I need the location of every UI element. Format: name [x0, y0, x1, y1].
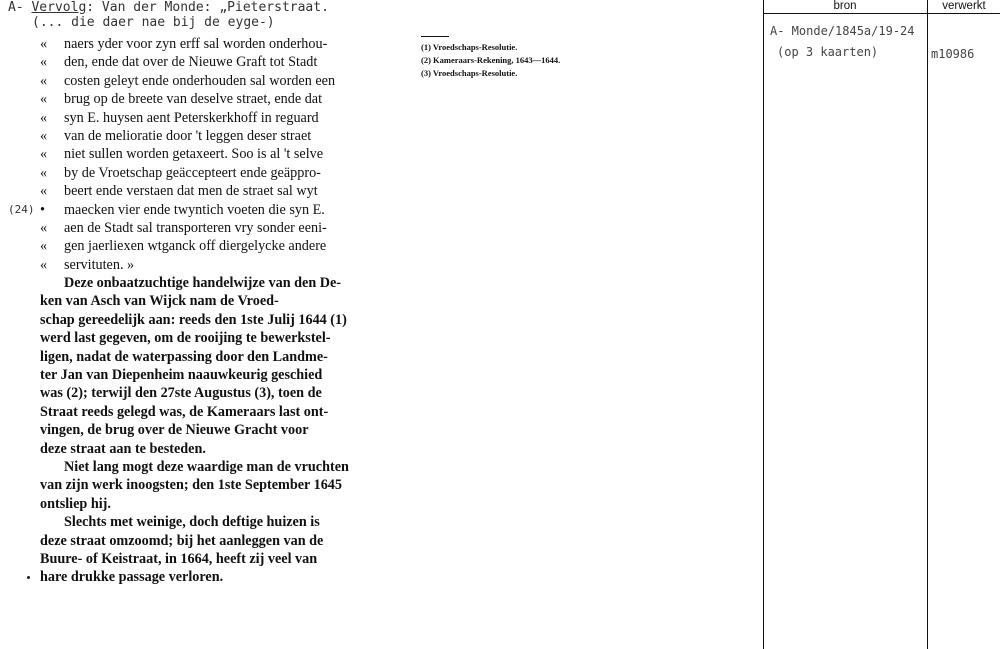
- quoted-passage: [8, 35, 370, 274]
- quoted-line-text: costen geleyt ende onderhouden sal worden een: [64, 72, 336, 89]
- margin-note: (24): [8, 202, 35, 216]
- paragraph-3: [40, 513, 370, 587]
- paragraph-line: deze straat aan te besteden.: [40, 440, 206, 457]
- stray-dot: [27, 576, 30, 579]
- quoted-line: [40, 90, 370, 108]
- paragraph-line: Deze onbaatzuchtige handelwijze van den De-: [64, 275, 342, 292]
- paragraph-line: ken van Asch van Wijck nam de Vroed-: [40, 293, 279, 310]
- quote-mark: «: [40, 127, 48, 144]
- quoted-line: [40, 127, 370, 145]
- quoted-line: [40, 182, 370, 200]
- quoted-line: [8, 201, 370, 219]
- panel-border-left: [763, 0, 764, 649]
- quoted-line-text: maecken vier ende twyntich voeten die syn E.: [64, 201, 325, 218]
- quoted-line: [40, 109, 370, 127]
- paragraph-line: Slechts met weinige, doch deftige huizen is: [64, 514, 320, 531]
- quoted-line-text: niet sullen worden getaxeert. Soo is al 't selve: [64, 146, 324, 163]
- paragraph-line: ontsliep hij.: [40, 495, 111, 512]
- header-rest: : Van der Monde: „Pieterstraat.: [86, 0, 329, 15]
- quoted-line: [40, 237, 370, 255]
- quoted-line: [40, 164, 370, 182]
- quote-mark: «: [40, 146, 48, 163]
- bron-reference: A- Monde/1845a/19-24: [770, 24, 915, 38]
- paragraph-line: vingen, de brug over de Nieuwe Gracht voor: [40, 422, 309, 439]
- paragraph-line: van zijn werk inoogsten; den 1ste September 1645: [40, 477, 342, 494]
- quoted-line: [40, 72, 370, 90]
- quote-mark: «: [40, 91, 48, 108]
- quoted-line-text: aen de Stadt sal transporteren vry sonder eeni-: [64, 219, 327, 236]
- quoted-line: [40, 145, 370, 163]
- quote-mark: «: [40, 36, 48, 52]
- quoted-line-text: servituten. »: [64, 256, 135, 273]
- paragraph-line: deze straat omzoomd; bij het aanleggen van de: [40, 532, 324, 549]
- paragraph-line: ter Jan van Diepenheim naauwkeurig geschied: [40, 367, 323, 384]
- quoted-line: [40, 219, 370, 237]
- quoted-line-text: naers yder voor zyn erff sal worden onderhou-: [64, 36, 328, 52]
- paragraph-line: hare drukke passage verloren.: [40, 569, 224, 586]
- quote-mark: «: [40, 238, 48, 255]
- verwerkt-code: m10986: [931, 47, 975, 61]
- paragraph-line: Niet lang mogt deze waardige man de vruchten: [64, 458, 349, 475]
- quote-mark: «: [40, 54, 48, 71]
- footnotes: [421, 36, 560, 80]
- quoted-line-text: by de Vroetschap geäccepteert ende geäppro-: [64, 164, 321, 181]
- paragraph-1: [40, 274, 370, 458]
- quoted-line-text: syn E. huysen aent Peterskerkhoff in reguard: [64, 109, 319, 126]
- quote-mark: «: [40, 256, 48, 273]
- quote-mark: «: [40, 219, 48, 236]
- quoted-line-text: gen jaerliexen wtganck off diergelycke andere: [64, 238, 327, 255]
- quoted-line: [40, 35, 370, 53]
- paragraph-line: werd last gegeven, om de rooijing te bewerkstel-: [40, 330, 331, 347]
- paragraph-line: was (2); terwijl den 27ste Augustus (3), toen de: [40, 385, 322, 402]
- quoted-line: [40, 256, 370, 274]
- bron-card-count: (op 3 kaarten): [777, 45, 879, 59]
- paragraph-line: schap gereedelijk aan: reeds den 1ste Julij 1644 (1): [40, 311, 347, 328]
- quoted-line-text: den, ende dat over de Nieuwe Graft tot Stadt: [64, 54, 318, 71]
- paragraph-line: Buure- of Keistraat, in 1664, heeft zij veel van: [40, 550, 318, 567]
- paragraph-line: Straat reeds gelegd was, de Kameraars last ont-: [40, 403, 329, 420]
- quoted-line: [40, 53, 370, 71]
- column-header-bron: bron: [833, 0, 857, 12]
- header-prefix: A-: [8, 0, 32, 15]
- panel-header-rule: [763, 13, 1000, 14]
- quoted-line-text: van de melioratie door 't leggen deser straet: [64, 127, 312, 144]
- header-vervolg: Vervolg: [31, 0, 87, 15]
- quoted-line-text: beert ende verstaen dat men de straet sal wyt: [64, 183, 318, 200]
- paragraph-2: [40, 458, 370, 513]
- footnote-2: (2) Kameraars-Rekening, 1643—1644.: [421, 55, 561, 65]
- quote-mark: «: [40, 164, 48, 181]
- quote-mark: «: [40, 109, 48, 126]
- document-body: [8, 35, 370, 587]
- header-subtitle: (... die daer nae bij de eyge-): [32, 15, 275, 30]
- paragraph-line: ligen, nadat de waterpassing door den Landme-: [40, 348, 328, 365]
- footnote-1: (1) Vroedschaps-Resolutie.: [421, 42, 518, 52]
- index-card-panel: [763, 0, 1000, 649]
- column-header-verwerkt: verwerkt: [942, 0, 986, 12]
- header-title: [8, 0, 329, 15]
- quote-mark: «: [40, 183, 48, 200]
- footnote-rule: [421, 36, 449, 37]
- quote-mark: •: [40, 201, 45, 218]
- quote-mark: «: [40, 72, 48, 89]
- quoted-line-text: brug op de breete van deselve straet, ende dat: [64, 91, 323, 108]
- panel-column-divider: [927, 0, 928, 649]
- footnote-3: (3) Vroedschaps-Resolutie.: [421, 68, 518, 78]
